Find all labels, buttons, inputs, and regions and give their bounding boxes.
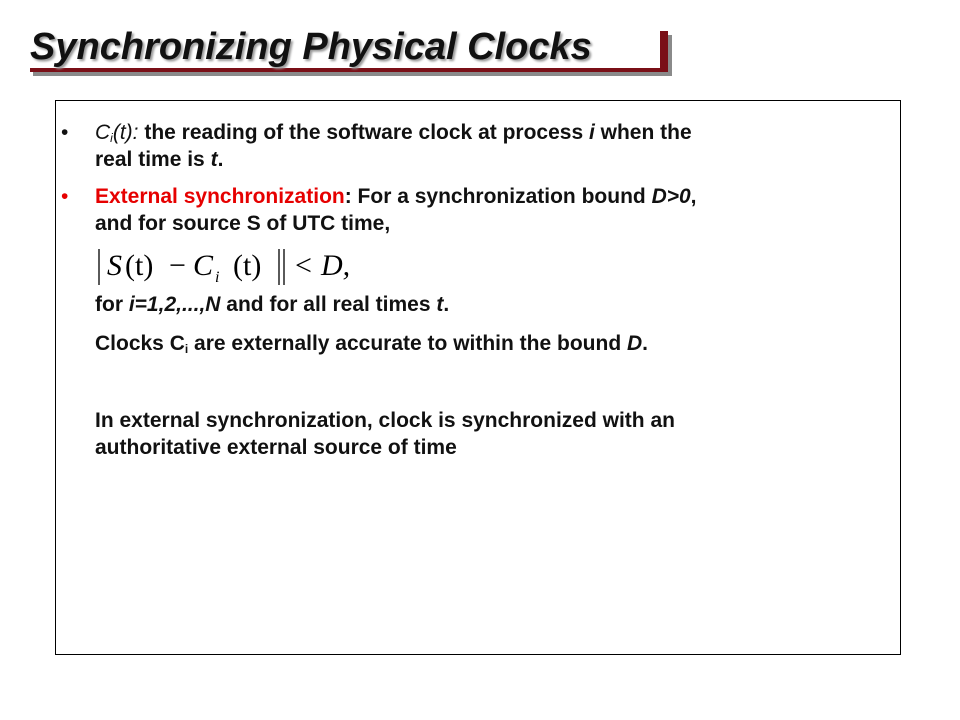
svg-text:(t): (t) <box>125 249 154 282</box>
svg-text:i: i <box>215 269 220 286</box>
sync-bound-formula <box>95 246 365 286</box>
bullet-definition: • $C_i(t)$: the reading of the software clock at process i when the real time is t. <box>61 121 692 171</box>
svg-text:<: < <box>295 249 312 282</box>
term-external-sync: External synchronization <box>95 185 345 208</box>
bullet-dot: • <box>61 121 69 144</box>
svg-text:−: − <box>169 249 186 282</box>
svg-text:S: S <box>107 249 122 282</box>
para-range: for i=1,2,...,N and for all real times t. <box>95 293 450 316</box>
para-accuracy: Clocks $C_i$ are externally accurate to within the bound D. <box>95 332 648 356</box>
svg-text:D,: D, <box>321 249 351 282</box>
bullet-dot: • <box>61 185 69 208</box>
title-sidebar <box>660 31 668 72</box>
title-sidebar-shadow <box>668 35 672 76</box>
clock-symbol: $C_i(t)$: <box>95 121 139 145</box>
bullet-external-sync: • External synchronization: For a synchronization bound D>0, and for source S of UTC time, <box>61 185 697 235</box>
svg-text:C: C <box>193 249 214 282</box>
title-underline-shadow <box>33 72 671 76</box>
slide-title: Synchronizing Physical Clocks <box>30 26 592 68</box>
svg-text:(t): (t) <box>233 249 262 282</box>
para-authoritative: In external synchronization, clock is synchronized with an authoritative external source of time <box>95 409 675 459</box>
